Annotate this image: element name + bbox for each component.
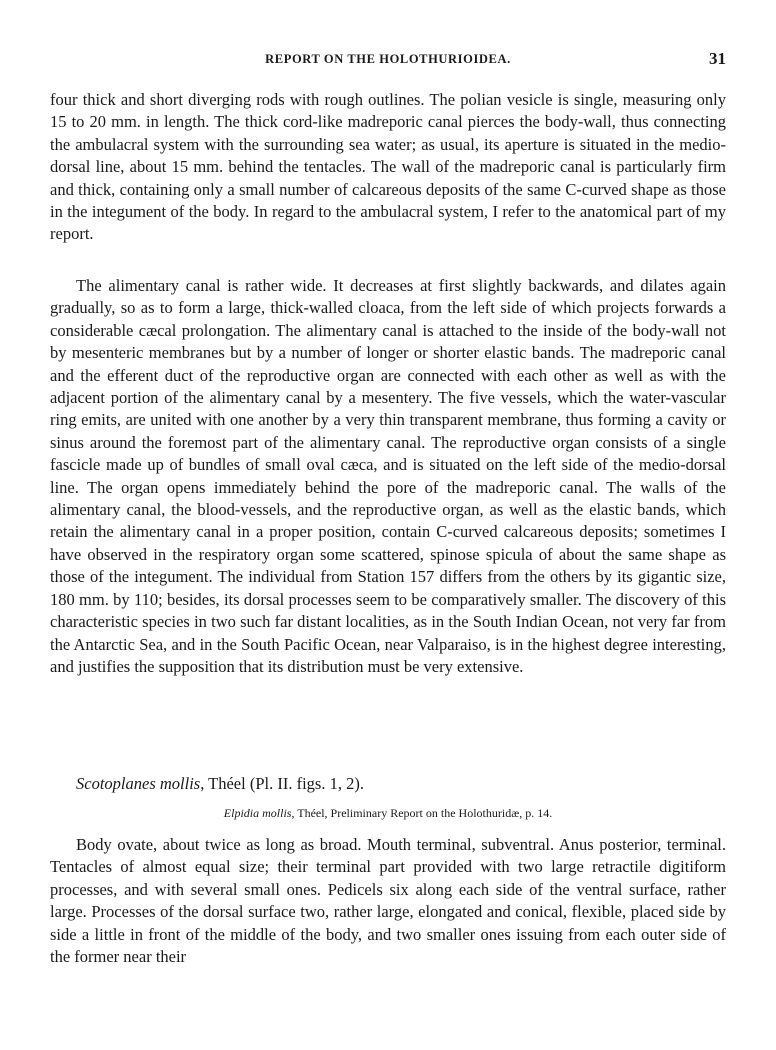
species-authority: , Théel (Pl. II. figs. 1, 2).: [200, 774, 364, 793]
paragraph-text: four thick and short diverging rods with rough outlines. The polian vesicle is single, measuring only 15 to 20 mm. in length. The thick cord-like madreporic canal pierces the body-wall, thus connecting the ambulacral system with the surrounding sea water; as usual, its aperture is situated in the medio-dorsal line, about 15 mm. behind the tentacles. The wall of the madreporic canal is particularly firm and thick, containing only a small number of calcareous deposits of the same C-curved shape as those in the integument of the body. In regard to the ambulacral system, I refer to the anatomical part of my report.: [50, 90, 726, 244]
running-title: REPORT ON THE HOLOTHURIOIDEA.: [265, 52, 511, 66]
species-name: Scotoplanes mollis: [76, 774, 201, 793]
species-description: [50, 834, 726, 968]
citation-source: , Théel, Preliminary Report on the Holothuridæ, p. 14.: [291, 806, 553, 820]
paragraph-text: The alimentary canal is rather wide. It decreases at first slightly backwards, and dilates again gradually, so as to form a large, thick-walled cloaca, from the left side of which projects forwards a considerable cæcal prolongation. The alimentary canal is attached to the inside of the body-wall not by mesenteric membranes but by a number of longer or shorter elastic bands. The madreporic canal and the efferent duct of the reproductive organ are connected with each other as well as with the adjacent portion of the alimentary canal by a mesentery. The five vessels, which the water-vascular ring emits, are united with one another by a very thin transparent membrane, thus forming a cavity or sinus around the foremost part of the alimentary canal. The reproductive organ consists of a single fascicle made up of bundles of small oval cæca, and is situated on the left side of the medio-dorsal line. The organ opens immediately behind the pore of the madreporic canal. The walls of the alimentary canal, the blood-vessels, and the reproductive organ, as well as the elastic bands, which retain the alimentary canal in a proper position, contain C-curved calcareous deposits; sometimes I have observed in the respiratory organ some scattered, spinose spicula of about the same shape as those of the integument. The individual from Station 157 differs from the others by its gigantic size, 180 mm. by 110; besides, its dorsal processes seem to be comparatively smaller. The discovery of this characteristic species in two such far distant localities, as in the South Indian Ocean, not very far from the Antarctic Sea, and in the South Pacific Ocean, near Valparaiso, is in the highest degree interesting, and justifies the supposition that its distribution must be very extensive.: [50, 276, 726, 676]
page-number: 31: [709, 49, 726, 68]
synonymy-citation: [0, 806, 776, 821]
species-heading: [76, 774, 364, 794]
paragraph-continued: [50, 89, 726, 246]
citation-name: Elpidia mollis: [223, 806, 292, 820]
paragraph-alimentary-canal: [50, 275, 726, 678]
page-header: [50, 49, 726, 70]
description-text: Body ovate, about twice as long as broad. Mouth terminal, subventral. Anus posterior, terminal. Tentacles of almost equal size; their terminal part provided with two large retractile digitiform processes, and with several small ones. Pedicels six along each side of the ventral surface, rather large. Processes of the dorsal surface two, rather large, elongated and conical, flexible, placed side by side a little in front of the middle of the body, and two smaller ones issuing from each outer side of the former near their: [50, 835, 726, 967]
